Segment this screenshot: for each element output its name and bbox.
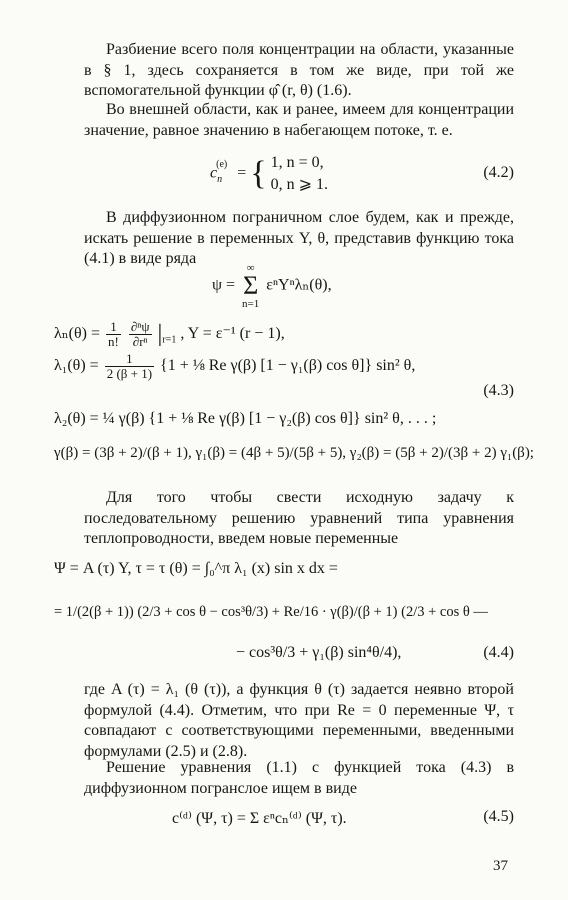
paragraph-5: где A (τ) = λ₁ (θ (τ)), а функция θ (τ) задается неявно второй формулой (4.4). Отметим, что при Re = 0 переменные Ψ, τ совпадают с соответствующими переменными, введенными формулами (2.5) и (2.8). [84,681,514,760]
equation-4-4-line-3: − cos³θ/3 + γ₁(β) sin⁴θ/4), [236,644,402,661]
equation-4-4-line-1: Ψ = A (τ) Y, τ = τ (θ) = ∫₀^π λ₁ (x) sin x dx = [54,560,338,577]
eq-number-4-5: (4.5) [483,808,514,825]
frac-lambda-1: $\frac{1}{2 (\beta + 1)}$ [106,351,153,381]
lambda-n-lhs: λₙ(θ) = [54,325,101,343]
equation-psi-series [212,262,332,310]
equation-gammas: γ(β) = (3β + 2)/(β + 1), γ₁(β) = (4β + 5)/(5β + 5), γ₂(β) = (5β + 2)/(3β + 2) γ₁(β); [54,445,534,461]
eq-4-2-case-2: 0, n ⩾ 1. [270,176,328,193]
eq-number-4-2: (4.2) [483,164,514,181]
lambda-n-tail: , Y = ε⁻¹ (r − 1), [180,325,285,343]
eq-number-4-3: (4.3) [483,382,514,399]
equation-4-4-line-2: = 1/(2(β + 1)) (2/3 + cos θ − cos³θ/3) + Re/16 · γ(β)/(β + 1) (2/3 + cos θ — [54,604,488,620]
eq-4-2-case-1: 1, n = 0, [270,154,324,171]
frac-partial-derivative: $\frac{\text{∂ⁿψ}}{\text{∂rⁿ}}$ [130,319,150,349]
psi-lhs: ψ = [212,276,240,294]
eq-4-2-cases [271,152,328,196]
page-number: 37 [493,858,508,874]
eq-4-2-lhs: c [210,164,218,182]
paragraph-6: Решение уравнения (1.1) с функцией тока (4.3) в диффузионном погранслое ищем в виде [84,759,514,797]
equation-lambda-n: λₙ(θ) = $\frac{1}{n!}$ $\frac{\text{∂ⁿψ}}{\text{∂rⁿ}}$ $|_{r=1}$ , Y = ε⁻¹ (r − 1), [54,319,285,349]
brace-symbol: { [250,155,267,192]
eq-number-4-4: (4.4) [483,644,514,661]
paragraph-3: В диффузионном пограничном слое будем, как и прежде, искать решение в переменных Y, θ, представив функцию тока (4.1) в виде ряда [84,209,514,267]
equation-4-2: $c_n^{(e)}$ = { 1, n = 0, 0, n ⩾ 1. [210,152,328,196]
paragraph-1: Разбиение всего поля концентрации на области, указанные в § 1, здесь сохраняется в том же виде, при той же вспомогательной функции φ̂ (r, θ) (1.6). [84,41,514,99]
frac-1-over-n-factorial: $\frac{1}{n!}$ [108,319,119,349]
equation-4-5: c⁽ᵈ⁾ (Ψ, τ) = Σ εⁿcₙ⁽ᵈ⁾ (Ψ, τ). [172,810,347,827]
paragraph-2: Во внешней области, как и ранее, имеем для концентрации значение, равное значению в набегающем потоке, т. е. [84,101,514,139]
paragraph-4: Для того чтобы свести исходную задачу к последовательному решению уравнений типа уравнения теплопроводности, введем новые переменные [84,489,514,547]
equation-lambda-2: λ₂(θ) = ¼ γ(β) {1 + ⅛ Re γ(β) [1 − γ₂(β) cos θ]} sin² θ, . . . ; [54,410,437,427]
sum-symbol: ∞ Σ n=1 [242,262,260,310]
psi-term: εⁿYⁿλₙ(θ), [266,276,332,294]
equation-lambda-1 [54,352,415,381]
lambda-1-lhs: λ₁(θ) = [54,357,99,375]
lambda-1-tail: {1 + ⅛ Re γ(β) [1 − γ₁(β) cos θ]} sin² θ, [160,357,416,375]
